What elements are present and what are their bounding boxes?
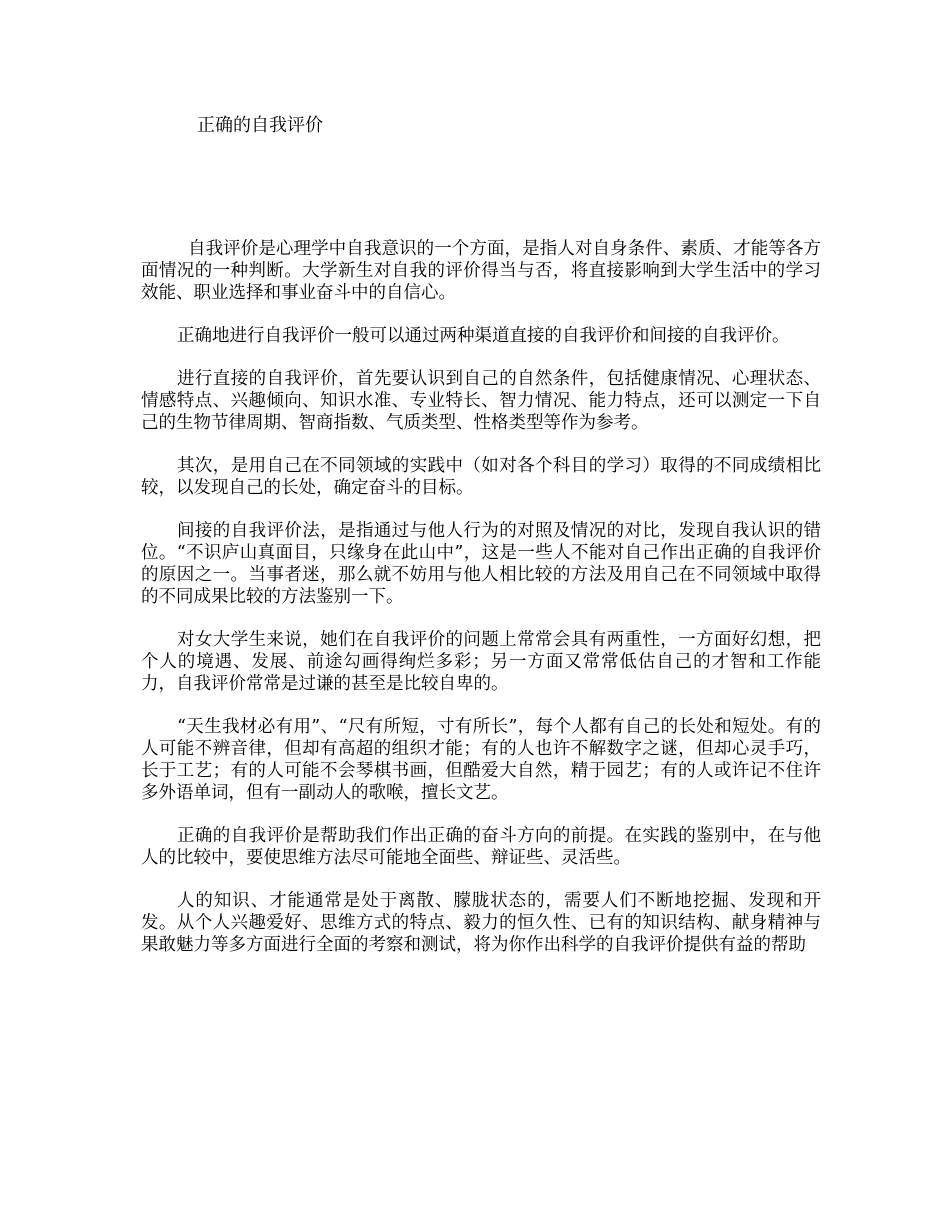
paragraph-2: 正确地进行自我评价一般可以通过两种渠道直接的自我评价和间接的自我评价。 xyxy=(177,326,790,346)
document-title: 正确的自我评价 xyxy=(197,115,323,136)
paragraph-4: 其次，是用自己在不同领域的实践中（如对各个科目的学习）取得的不同成绩相比较，以发现自己的长处，确定奋斗的目标。 xyxy=(141,456,821,498)
paragraph-6: 对女大学生来说，她们在自我评价的问题上常常会具有两重性，一方面好幻想，把个人的境遇、发展、前途勾画得绚烂多彩；另一方面又常常低估自己的才智和工作能力，自我评价常常是过谦的甚至是比较自卑的。 xyxy=(141,630,821,694)
document-body xyxy=(141,238,821,977)
paragraph-5: 间接的自我评价法，是指通过与他人行为的对照及情况的对比，发现自我认识的错位。“不识庐山真面目，只缘身在此山中”，这是一些人不能对自己作出正确的自我评价的原因之一。当事者迷，那么就不妨用与他人相比较的方法及用自己在不同领域中取得的不同成果比较的方法鉴别一下。 xyxy=(141,521,821,607)
paragraph-1: 自我评价是心理学中自我意识的一个方面，是指人对自身条件、素质、才能等各方面情况的一种判断。大学新生对自我的评价得当与否，将直接影响到大学生活中的学习效能、职业选择和事业奋斗中的自信心。 xyxy=(141,239,821,303)
paragraph-9: 人的知识、才能通常是处于离散、朦胧状态的，需要人们不断地挖掘、发现和开发。从个人兴趣爱好、思维方式的特点、毅力的恒久性、已有的知识结构、献身精神与果敢魅力等多方面进行全面的考察和测试，将为你作出科学的自我评价提供有益的帮助 xyxy=(141,891,821,955)
paragraph-3: 进行直接的自我评价，首先要认识到自己的自然条件，包括健康情况、心理状态、情感特点、兴趣倾向、知识水准、专业特长、智力情况、能力特点，还可以测定一下自己的生物节律周期、智商指数、气质类型、性格类型等作为参考。 xyxy=(141,369,821,433)
paragraph-8: 正确的自我评价是帮助我们作出正确的奋斗方向的前提。在实践的鉴别中，在与他人的比较中，要使思维方法尽可能地全面些、辩证些、灵活些。 xyxy=(141,826,821,868)
paragraph-7: “天生我材必有用”、“尺有所短，寸有所长”，每个人都有自己的长处和短处。有的人可能不辨音律，但却有高超的组织才能；有的人也许不解数字之谜，但却心灵手巧，长于工艺；有的人可能不会琴棋书画，但酷爱大自然，精于园艺；有的人或许记不住许多外语单词，但有一副动人的歌喉，擅长文艺。 xyxy=(141,717,821,803)
